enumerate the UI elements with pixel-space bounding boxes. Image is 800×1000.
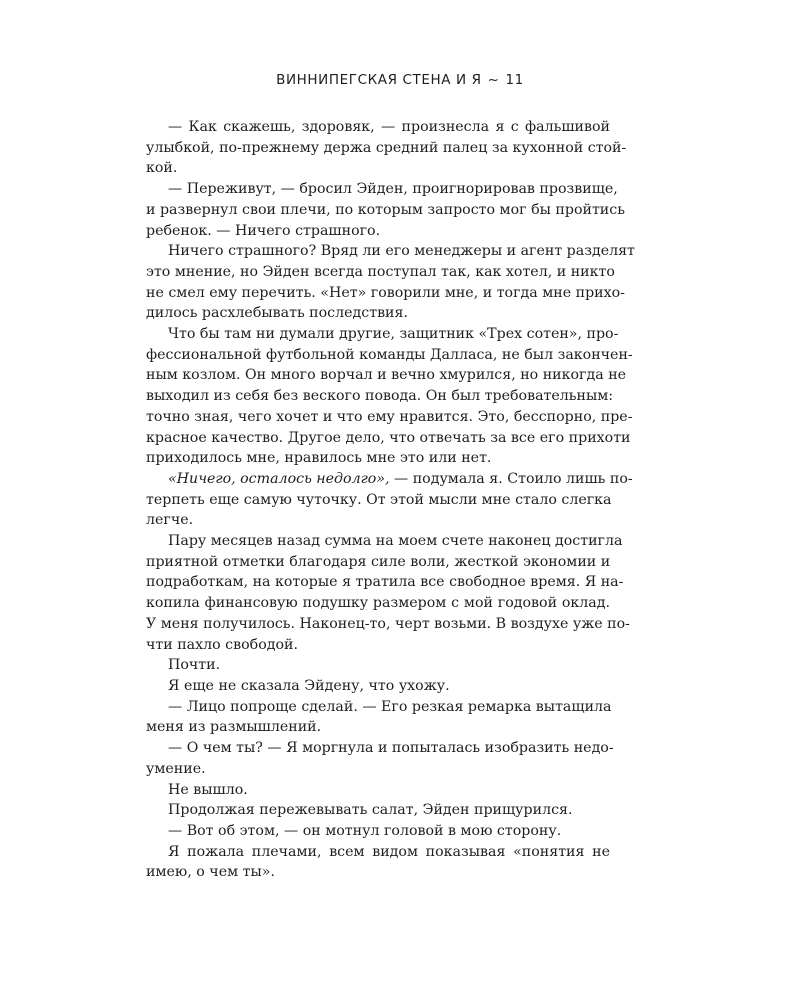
- paragraph: [146, 676, 610, 697]
- paragraph: [146, 800, 610, 821]
- paragraph: [146, 179, 625, 241]
- paragraph: [146, 324, 633, 469]
- paragraph: [146, 821, 610, 842]
- text-line: — Вот об этом, — он мотнул головой в мою сторону.: [168, 822, 562, 839]
- text-line: ным козлом. Он много ворчал и вечно хмурился, но никогда не: [146, 367, 627, 384]
- page-number: 11: [505, 72, 524, 88]
- paragraph: [146, 531, 630, 655]
- paragraph: [146, 241, 635, 324]
- text-line: Ничего страшного? Вряд ли его менеджеры и агент разделят: [168, 243, 635, 260]
- text-line: Что бы там ни думали другие, защитник «Трех сотен», про-: [168, 326, 619, 343]
- text-line: выходил из себя без веского повода. Он был требовательным:: [146, 388, 614, 405]
- text-line: копила финансовую подушку размером с мой годовой оклад.: [146, 595, 610, 612]
- header-separator: ~: [487, 72, 500, 88]
- text-line: — Переживут, — бросил Эйден, проигнорировав прозвище,: [168, 181, 618, 198]
- text-line: [146, 469, 633, 490]
- text-line: У меня получилось. Наконец-то, черт возьми. В воздухе уже по-: [146, 615, 630, 632]
- text-line: подработкам, на которые я тратила все свободное время. Я на-: [146, 574, 624, 591]
- paragraph: [146, 117, 627, 179]
- text-line: приятной отметки благодаря силе воли, жесткой экономии и: [146, 553, 611, 570]
- text-line: кой.: [146, 160, 178, 177]
- text-line: умение.: [146, 760, 206, 777]
- text-line: легче.: [146, 512, 194, 529]
- text-line: имею, о чем ты».: [146, 864, 275, 881]
- text-line: терпеть еще самую чуточку. От этой мысли мне стало слегка: [146, 491, 612, 508]
- paragraph: [146, 780, 610, 801]
- text-line: Я еще не сказала Эйдену, что ухожу.: [168, 677, 450, 694]
- text-line: Пару месяцев назад сумма на моем счете наконец достигла: [168, 533, 623, 550]
- text-line: ребенок. — Ничего страшного.: [146, 222, 381, 239]
- page-body-text: [146, 117, 635, 883]
- text-line: не смел ему перечить. «Нет» говорили мне, и тогда мне прихо-: [146, 284, 625, 301]
- paragraph: [146, 738, 614, 779]
- text-line: Не вышло.: [168, 781, 248, 798]
- text-line: приходилось мне, нравилось мне это или нет.: [146, 450, 492, 467]
- text-line: — Как скажешь, здоровяк, — произнесла я с фальшивой: [168, 119, 610, 135]
- text-line: чти пахло свободой.: [146, 636, 298, 653]
- text-line: — О чем ты? — Я моргнула и попыталась изобразить недо-: [168, 740, 614, 757]
- paragraph: [146, 655, 610, 676]
- paragraph: [146, 842, 610, 883]
- text-line: фессиональной футбольной команды Далласа, не был закончен-: [146, 346, 633, 363]
- text-line: Почти.: [168, 657, 221, 674]
- text-line: Я пожала плечами, всем видом показывая «понятия не: [168, 843, 610, 860]
- running-title: ВИННИПЕГСКАЯ СТЕНА И Я: [276, 72, 482, 88]
- text-line: дилось расхлебывать последствия.: [146, 305, 408, 322]
- paragraph: [146, 469, 633, 531]
- paragraph: [146, 697, 610, 738]
- running-header: [0, 72, 800, 88]
- text-line: точно зная, чего хочет и что ему нравится. Это, бесспорно, пре-: [146, 408, 633, 425]
- text-line: улыбкой, по-прежнему держа средний палец за кухонной стой-: [146, 139, 627, 156]
- italic-thought: «Ничего, осталось недолго»,: [168, 470, 390, 487]
- text-line: и развернул свои плечи, по которым запросто мог бы пройтись: [146, 201, 625, 218]
- text-line: красное качество. Другое дело, что отвечать за все его прихоти: [146, 429, 631, 446]
- text-line: это мнение, но Эйден всегда поступал так, как хотел, и никто: [146, 263, 615, 280]
- text-line: меня из размышлений.: [146, 719, 322, 736]
- text-line-rest: — подумала я. Стоило лишь по-: [389, 470, 633, 487]
- text-line: Продолжая пережевывать салат, Эйден прищурился.: [168, 802, 573, 819]
- text-line: — Лицо попроще сделай. — Его резкая ремарка вытащила: [168, 698, 612, 715]
